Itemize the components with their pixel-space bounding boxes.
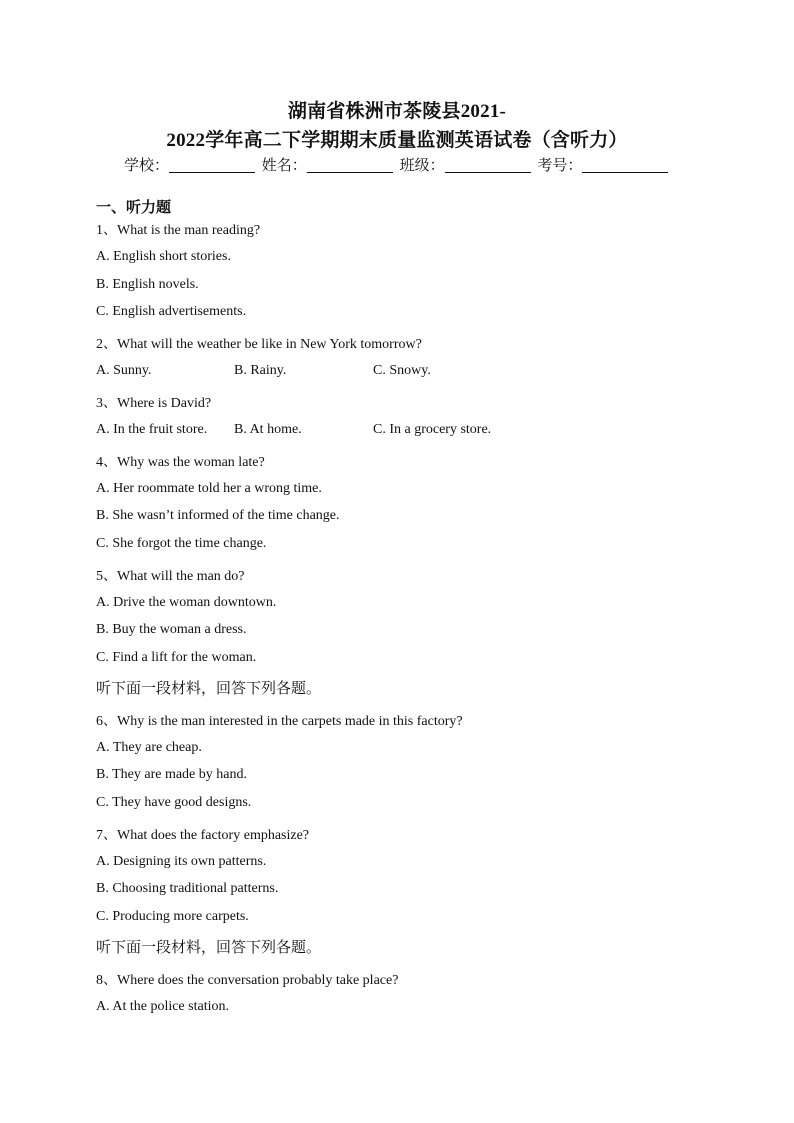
section-title: 一、听力题 [96,198,172,216]
q2-option-a: A. Sunny. [96,363,152,378]
exam-title-line-2: 2022学年高二下学期期末质量监测英语试卷（含听力） [166,130,628,151]
q4-option-b: B. She wasn’t informed of the time change. [96,508,340,523]
q2-option-b: B. Rainy. [234,363,287,378]
q3-option-b: B. At home. [234,422,302,437]
q8-option-a: A. At the police station. [96,999,229,1014]
q4-option-a: A. Her roommate told her a wrong time. [96,481,322,496]
question-3: 3、Where is David? [96,396,212,411]
instruction-1: 听下面一段材料，回答下列各题。 [96,679,322,697]
q5-option-b: B. Buy the woman a dress. [96,622,247,637]
school-label: 学校： [124,156,170,174]
q5-option-a: A. Drive the woman downtown. [96,595,277,610]
q2-option-c: C. Snowy. [373,363,431,378]
question-2: 2、What will the weather be like in New York tomorrow? [96,337,422,352]
q6-option-c: C. They have good designs. [96,795,252,810]
q1-option-c: C. English advertisements. [96,304,247,319]
q6-option-b: B. They are made by hand. [96,767,247,782]
q1-option-a: A. English short stories. [96,249,231,264]
question-8: 8、Where does the conversation probably take place? [96,973,399,988]
q4-option-c: C. She forgot the time change. [96,536,267,551]
name-blank [307,158,393,173]
question-5: 5、What will the man do? [96,569,245,584]
q2-options [96,363,431,379]
class-blank [445,158,531,173]
q3-options [96,422,491,438]
q7-option-b: B. Choosing traditional patterns. [96,881,279,896]
q7-option-a: A. Designing its own patterns. [96,854,267,869]
student-info-row [124,154,670,175]
q5-option-c: C. Find a lift for the woman. [96,650,257,665]
q1-option-b: B. English novels. [96,277,199,292]
q7-option-c: C. Producing more carpets. [96,909,249,924]
q3-option-c: C. In a grocery store. [373,422,492,437]
instruction-2: 听下面一段材料，回答下列各题。 [96,938,322,956]
exam-number-label: 考号： [537,156,583,174]
name-label: 姓名： [261,156,307,174]
school-blank [169,158,255,173]
q3-option-a: A. In the fruit store. [96,422,208,437]
question-1: 1、What is the man reading? [96,223,261,238]
question-4: 4、Why was the woman late? [96,455,265,470]
exam-title-line-1: 湖南省株洲市茶陵县2021- [287,101,507,122]
question-7: 7、What does the factory emphasize? [96,828,310,843]
exam-number-blank [582,158,668,173]
question-6: 6、Why is the man interested in the carpets made in this factory? [96,714,463,729]
class-label: 班级： [399,156,445,174]
q6-option-a: A. They are cheap. [96,740,202,755]
